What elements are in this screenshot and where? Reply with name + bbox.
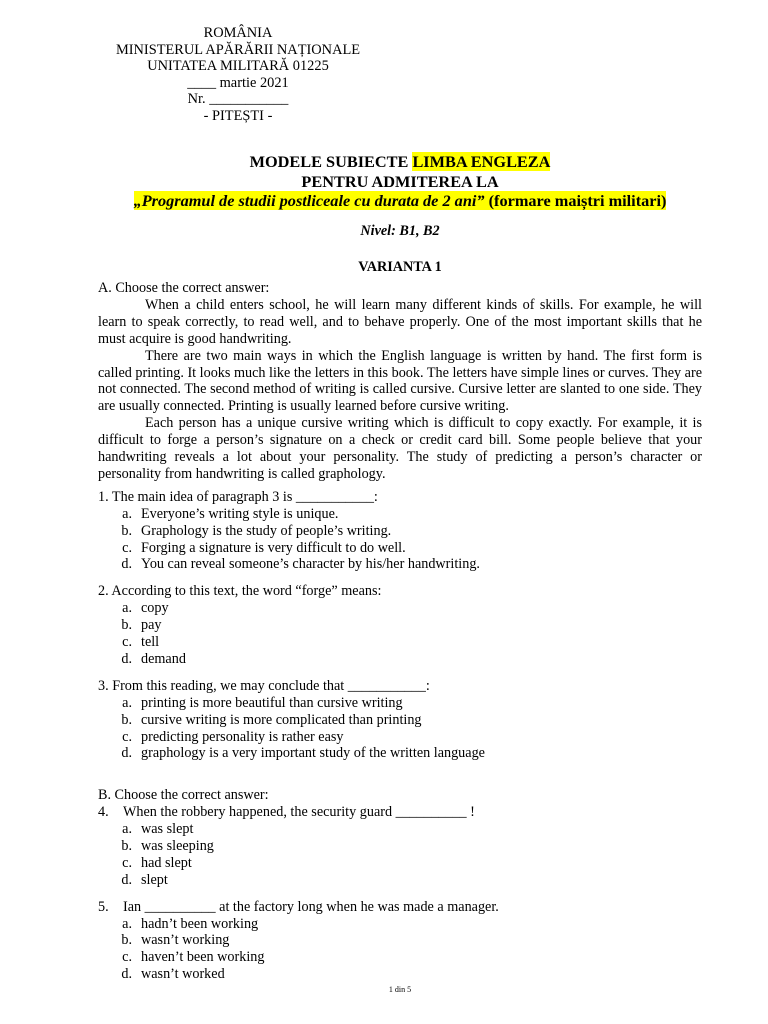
program-detail: (formare maiștri militari): [484, 191, 667, 210]
option: c. haven’t been working: [122, 949, 265, 966]
question-4: 4. When the robbery happened, the security guard __________ !: [98, 804, 475, 821]
exam-body: [98, 280, 702, 983]
title-line-2: PENTRU ADMITEREA LA: [301, 171, 499, 191]
question-2: 2. According to this text, the word “forge” means:: [98, 583, 382, 600]
option: a. copy: [122, 600, 169, 617]
unit-name: UNITATEA MILITARĂ 01225: [147, 58, 329, 74]
option: c. predicting personality is rather easy: [122, 728, 344, 745]
document-date: ____ martie 2021: [187, 74, 289, 91]
option: a. hadn’t been working: [122, 915, 259, 932]
question-5-options: [98, 916, 702, 984]
option: b. was sleeping: [121, 837, 214, 854]
city-name: - PITEȘTI -: [203, 107, 273, 124]
question-2-options: [98, 600, 702, 668]
option: a. Everyone’s writing style is unique.: [122, 505, 339, 522]
question-3: 3. From this reading, we may conclude that ___________:: [98, 677, 430, 694]
variant-heading: VARIANTA 1: [358, 259, 442, 275]
document-number: Nr. ___________: [187, 91, 289, 107]
reading-paragraph-3: Each person has a unique cursive writing which is difficult to copy exactly. For example, it is difficult to forge a person’s signature on a check or credit card bill. Some people believe that your handwriting reveals a lot about your personality. The study of predicting a person’s character or personality from handwriting is called graphology.: [98, 415, 702, 482]
title-highlight: LIMBA ENGLEZA: [412, 152, 551, 171]
option: b. pay: [121, 617, 162, 634]
page-number: 1 din 5: [388, 985, 412, 994]
option: b. cursive writing is more complicated than printing: [121, 711, 422, 728]
option: d. demand: [121, 650, 186, 667]
reading-paragraph-1: When a child enters school, he will learn many different kinds of skills. For example, he will learn to speak correctly, to read well, and to behave properly. One of the most important skills that he must acquire is good handwriting.: [98, 296, 702, 347]
program-name: „Programul de studii postliceale cu durata de 2 ani”: [133, 191, 485, 210]
option: d. wasn’t worked: [121, 966, 225, 983]
letterhead: [108, 25, 368, 124]
option: c. had slept: [122, 854, 192, 871]
country-name: ROMÂNIA: [203, 25, 273, 41]
option: d. You can reveal someone’s character by his/her handwriting.: [121, 556, 480, 573]
title-line-3: [0, 191, 768, 211]
section-a-heading: A. Choose the correct answer:: [98, 280, 270, 296]
option: c. tell: [122, 634, 160, 651]
question-1-options: [98, 506, 702, 574]
question-3-options: [98, 695, 702, 763]
option: c. Forging a signature is very difficult to do well.: [122, 539, 406, 556]
question-5: 5. Ian __________ at the factory long when he was made a manager.: [98, 898, 499, 915]
title-prefix: MODELE SUBIECTE: [249, 152, 413, 171]
question-4-options: [98, 821, 702, 889]
reading-paragraph-2: There are two main ways in which the English language is written by hand. The first form is called printing. It looks much like the letters in this book. The letters have simple lines or curves. They are not connected. The second method of writing is called cursive. Cursive letter are slanted to one side. They are usually connected. Printing is usually learned before cursive writing.: [98, 347, 702, 415]
option: a. was slept: [122, 821, 194, 838]
option: d. graphology is a very important study of the written language: [121, 745, 485, 762]
option: b. wasn’t working: [121, 932, 230, 949]
document-title: [0, 152, 768, 211]
section-b-heading: B. Choose the correct answer:: [98, 787, 269, 804]
level-label: Nivel: B1, B2: [360, 223, 440, 239]
option: a. printing is more beautiful than cursive writing: [122, 694, 403, 711]
option: b. Graphology is the study of people’s writing.: [121, 522, 392, 539]
title-line-1: [0, 152, 768, 172]
ministry-name: MINISTERUL APĂRĂRII NAȚIONALE: [115, 41, 361, 58]
option: d. slept: [121, 871, 168, 888]
question-1: 1. The main idea of paragraph 3 is ___________:: [98, 488, 378, 505]
